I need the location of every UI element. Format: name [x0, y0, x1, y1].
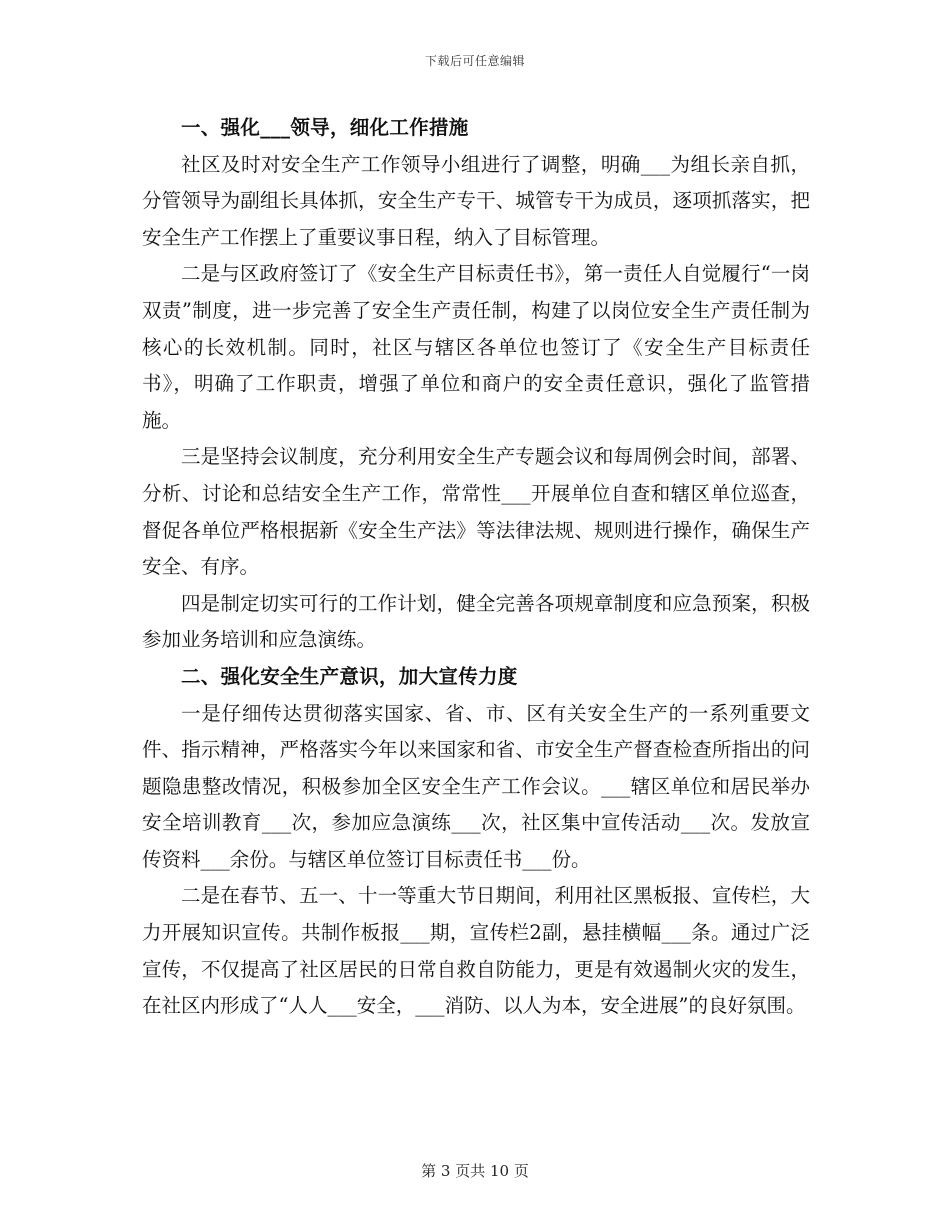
paragraph: 二是与区政府签订了《安全生产目标责任书》，第一责任人自觉履行“一岗双责”制度，进一步完善了安全生产责任制，构建了以岗位安全生产责任制为核心的长效机制。同时，社区与辖区各单位也签订了《安全生产目标责任书》，明确了工作职责，增强了单位和商户的安全责任意识，强化了监管措施。 — [142, 262, 810, 432]
document-body — [142, 110, 810, 1025]
paragraph: 一是仔细传达贯彻落实国家、省、市、区有关安全生产的一系列重要文件、指示精神，严格落实今年以来国家和省、市安全生产督查检查所指出的问题隐患整改情况，积极参加全区安全生产工作会议。___辖区单位和居民举办安全培训教育___次，参加应急演练___次，社区集中宣传活动___次。发放宣传资料___余份。与辖区单位签订目标责任书___份。 — [142, 701, 810, 871]
page-footer: 第 3 页共 10 页 — [421, 1162, 529, 1180]
paragraph: 社区及时对安全生产工作领导小组进行了调整，明确___为组长亲自抓，分管领导为副组长具体抓，安全生产专干、城管专干为成员，逐项抓落实，把安全生产工作摆上了重要议事日程，纳入了目标管理。 — [142, 152, 810, 249]
paragraph: 三是坚持会议制度，充分利用安全生产专题会议和每周例会时间，部署、分析、讨论和总结安全生产工作，常常性___开展单位自查和辖区单位巡查，督促各单位严格根据新《安全生产法》等法律法规、规则进行操作，确保生产安全、有序。 — [142, 445, 810, 579]
paragraph: 二是在春节、五一、十一等重大节日期间，利用社区黑板报、宣传栏，大力开展知识宣传。共制作板报___期，宣传栏2副，悬挂横幅___条。通过广泛宣传，不仅提高了社区居民的日常自救自防能力，更是有效遏制火灾的发生，在社区内形成了“人人___安全，___消防、以人为本，安全进展”的良好氛围。 — [142, 884, 810, 1018]
paragraph: 四是制定切实可行的工作计划，健全完善各项规章制度和应急预案，积极参加业务培训和应急演练。 — [142, 591, 810, 652]
section-heading: 一、强化___领导，细化工作措施 — [181, 116, 469, 139]
page-header: 下载后可任意编辑 — [424, 54, 525, 68]
section-heading: 二、强化安全生产意识，加大宣传力度 — [181, 664, 518, 688]
